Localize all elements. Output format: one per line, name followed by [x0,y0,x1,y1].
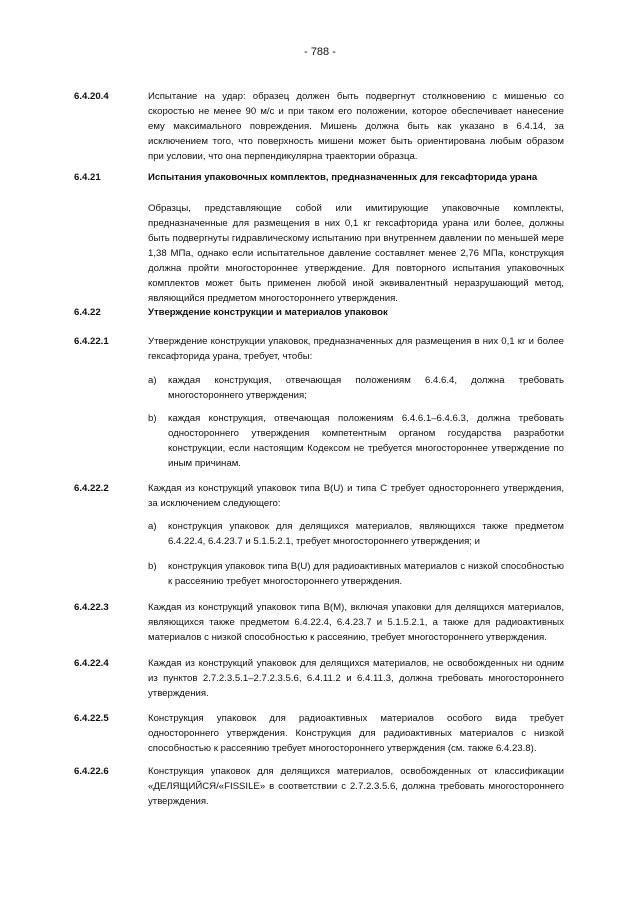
section-text: Каждая из конструкций упаковок типа B(M), включая упаковки для делящихся материалов, являющихся также предметом 6.4.22.4, 6.4.23.7 и 5.1.5.2.1, а также для радиоактивных материалов с низкой способностью к рассеянию, требует многостороннего утверждения. [148,602,564,643]
section-text: Конструкция упаковок для радиоактивных материалов особого вида требует одностороннего утверждения. Конструкция для радиоактивных материалов с низкой способностью к рассеянию требует многостороннего утверждения (см. также 6.4.23.8). [148,713,564,754]
list-item-text: конструкция упаковок для делящихся материалов, являющихся также предметом 6.4.22.4, 6.4.23.7 и 5.1.5.2.1, требует многостороннего утверждения; и [168,521,564,547]
list-item-letter: b) [148,561,157,572]
section-text: Каждая из конструкций упаковок для делящихся материалов, не освобожденных ни одним из пунктов 2.7.2.3.5.1–2.7.2.3.5.6, 6.4.11.2 и 6.4.11.3, должна требовать многостороннего утверждения. [148,658,564,699]
list-item-text: конструкция упаковок типа B(U) для радиоактивных материалов с низкой способностью к рассеянию требует многостороннего утверждения. [168,561,564,587]
list-item-letter: a) [148,375,157,386]
section-text: Испытание на удар: образец должен быть подвергнут столкновению с мишенью со скоростью не менее 90 м/с и при таком его положении, которое обеспечивает нанесение ему максимального повреждения. Мишень должна быть как указано в 6.4.14, за исключением того, что поверхность мишени может быть ориентирована любым образом при условии, что она перпендикулярна траектории образца. [148,91,564,162]
section-text: Каждая из конструкций упаковок типа B(U) и типа C требует одностороннего утверждения, за исключением следующего: [148,483,564,509]
section-heading: Утверждение конструкции и материалов упаковок [148,307,388,318]
section-text: Утверждение конструкции упаковок, предназначенных для размещения в них 0,1 кг и более гексафторида урана, требует, чтобы: [148,336,564,362]
section-number: 6.4.22.1 [74,336,109,347]
section-number: 6.4.22.6 [74,766,109,777]
section-number: 6.4.22 [74,307,101,318]
section-heading: Испытания упаковочных комплектов, предназначенных для гексафторида урана [148,172,538,183]
section-number: 6.4.22.4 [74,658,109,669]
list-item-text: каждая конструкция, отвечающая положениям 6.4.6.1–6.4.6.3, должна требовать одностороннего утверждения компетентным органом государства разработки конструкции, если настоящим Кодексом не требуется многостороннее утверждение по иным причинам. [168,413,564,469]
section-number: 6.4.20.4 [74,91,109,102]
section-number: 6.4.22.3 [74,602,109,613]
list-item-letter: b) [148,413,157,424]
section-text: Конструкция упаковок для делящихся материалов, освобожденных от классификации «ДЕЛЯЩИЙСЯ/«FISSILE» в соответствии с 2.7.2.3.5.6, должна требовать многостороннего утверждения. [148,766,564,807]
list-item-letter: a) [148,521,157,532]
page-number: - 788 - [304,46,336,58]
section-number: 6.4.22.5 [74,713,109,724]
section-text: Образцы, представляющие собой или имитирующие упаковочные комплекты, предназначенные для размещения в них 0,1 кг гексафторида урана или более, должны быть подвергнуты гидравлическому испытанию при внутреннем давлении по меньшей мере 1,38 МПа, однако если испытательное давление составляет менее 2,76 МПа, конструкция должна пройти многостороннее утверждение. Для повторного испытания упаковочных комплектов может быть применен любой иной эквивалентный неразрушающий метод, являющийся предметом многостороннего утверждения. [148,203,564,304]
list-item-text: каждая конструкция, отвечающая положениям 6.4.6.4, должна требовать многостороннего утверждения; [168,375,564,401]
section-number: 6.4.21 [74,172,101,183]
section-number: 6.4.22.2 [74,483,109,494]
